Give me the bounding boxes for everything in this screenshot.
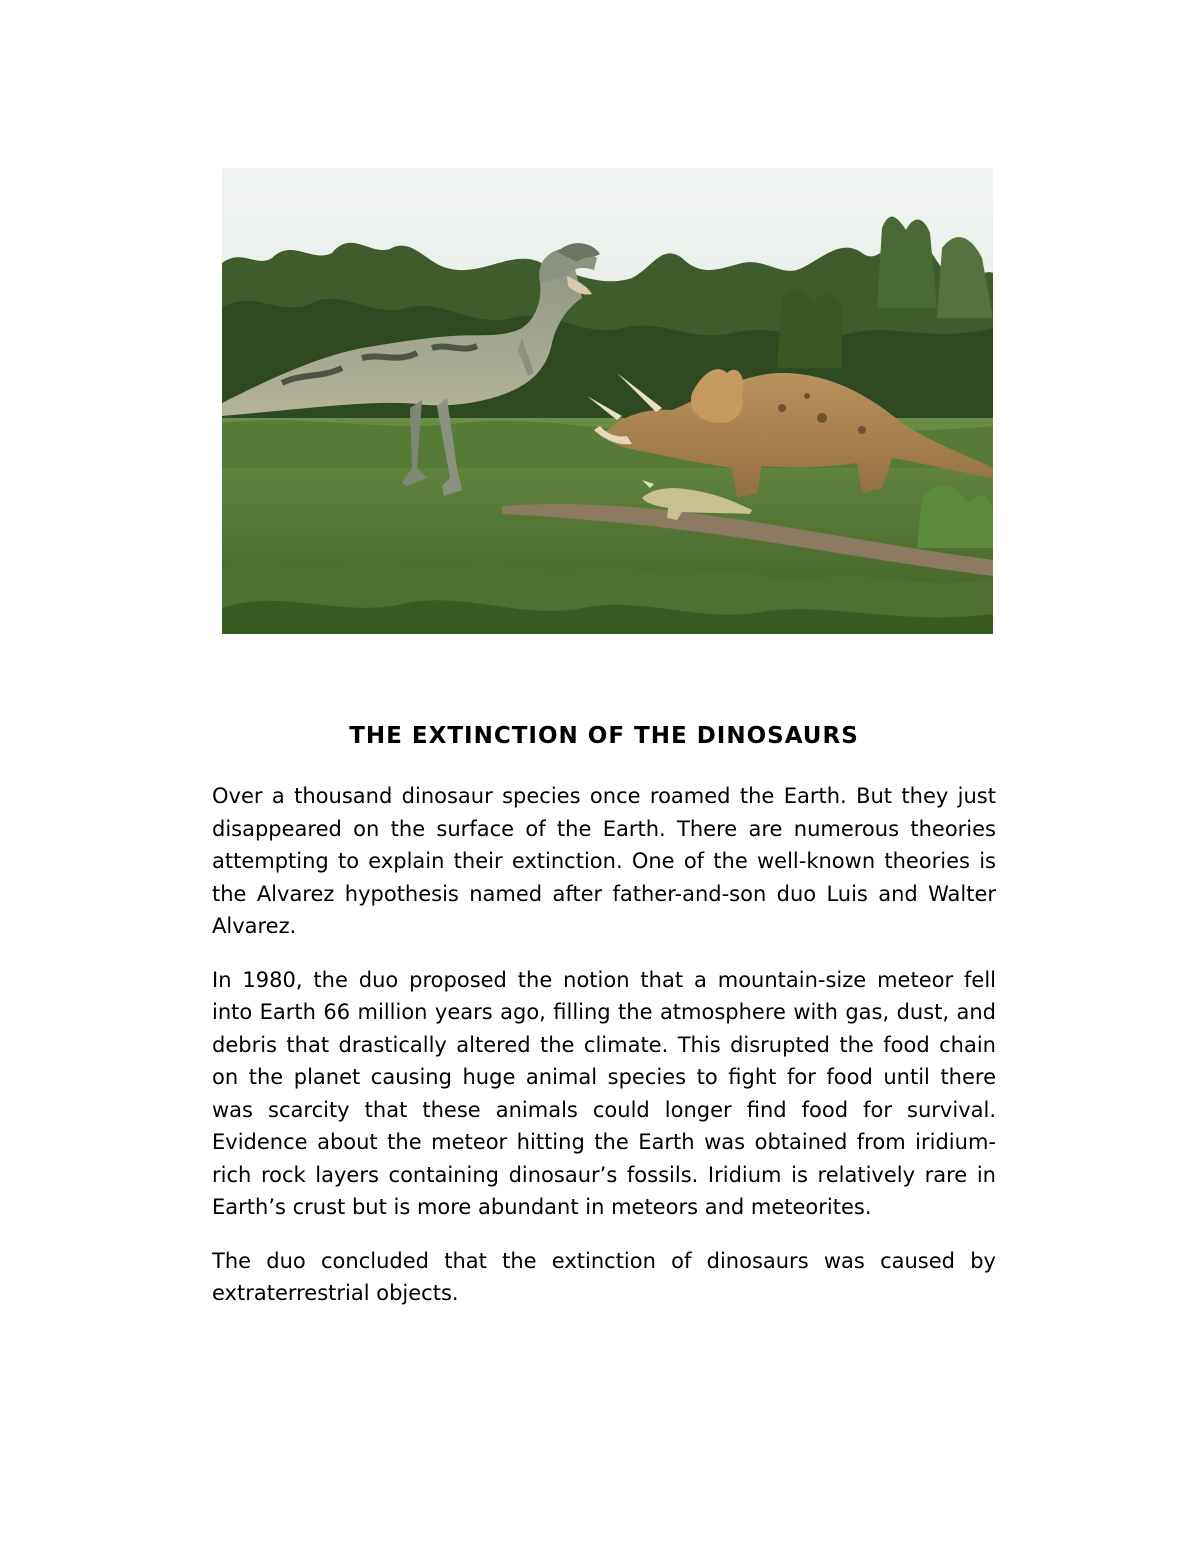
paragraph: Over a thousand dinosaur species once roamed the Earth. But they just disappeared on the surface of the Earth. There are numerous theories attempting to explain their extinction. One of the well-known theories is the Alvarez hypothesis named after father-and-son duo Luis and Walter Alvarez.: [212, 784, 996, 938]
article-body: [212, 780, 996, 1331]
paragraph: In 1980, the duo proposed the notion that a mountain-size meteor fell into Earth 66 million years ago, filling the atmosphere with gas, dust, and debris that drastically altered the climate. This disrupted the food chain on the planet causing huge animal species to fight for food until there was scarcity that these animals could longer find food for survival. Evidence about the meteor hitting the Earth was obtained from iridium-rich rock layers containing dinosaur’s fossils. Iridium is relatively rare in Earth’s crust but is more abundant in meteors and meteorites.: [212, 967, 996, 1219]
dinosaur-photo: [222, 168, 993, 634]
paragraph: The duo concluded that the extinction of dinosaurs was caused by extraterrestrial objects.: [212, 1248, 996, 1305]
page-title: THE EXTINCTION OF THE DINOSAURS: [349, 723, 859, 749]
